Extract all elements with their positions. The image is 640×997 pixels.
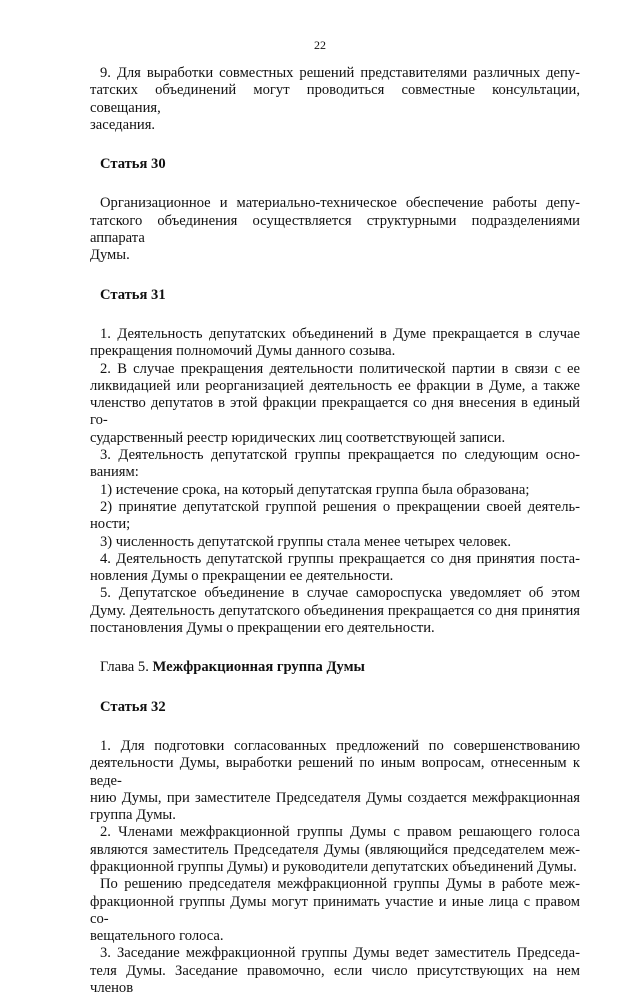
text-line: 5. Депутатское объединение в случае самороспуска уведомляет об этом: [100, 585, 580, 602]
text-line: деятельности Думы, выработки решений по иным вопросам, отнесенным к веде-: [90, 755, 580, 789]
article-30-heading: Статья 30: [100, 156, 166, 173]
chapter-5-heading: [90, 659, 580, 676]
article-32-paragraph-1: [90, 738, 580, 824]
text-line: 1. Для подготовки согласованных предложений по совершенствованию: [100, 737, 580, 754]
text-line: теля Думы. Заседание правомочно, если число присутствующих на нем членов: [90, 962, 580, 997]
text-line: новления Думы о прекращении ее деятельности.: [90, 568, 394, 585]
article-31-heading: Статья 31: [100, 286, 166, 303]
chapter-prefix: Глава 5.: [100, 659, 149, 676]
text-line: татского объединения осуществляется структурными подразделениями аппарата: [90, 212, 580, 247]
text-line: являются заместитель Председателя Думы (являющийся председателем меж-: [90, 841, 580, 858]
page-number: 22: [314, 38, 326, 52]
text-line: 3. Деятельность депутатской группы прекращается по следующим осно-: [100, 447, 580, 464]
text-line: прекращения полномочий Думы данного созыва.: [90, 343, 396, 360]
text-line: постановления Думы о прекращении его деятельности.: [90, 620, 435, 637]
text-line: Думы.: [90, 247, 130, 264]
list-item: 3) численность депутатской группы стала менее четырех человек.: [100, 533, 512, 550]
article-31-paragraph-1: [90, 326, 580, 361]
text-line: членство депутатов в этой фракции прекращается со дня внесения в единый го-: [90, 395, 580, 429]
text-line: фракционной группы Думы) и руководители депутатских объединений Думы.: [90, 858, 577, 875]
article-32-paragraph-2b: [90, 876, 580, 945]
text-line: ности;: [90, 516, 131, 533]
text-line: группа Думы.: [90, 807, 176, 824]
list-item: 2) принятие депутатской группой решения о прекращении своей деятель-: [100, 498, 580, 515]
text-line: По решению председателя межфракционной группы Думы в работе меж-: [100, 876, 580, 893]
text-line: 4. Деятельность депутатской группы прекращается со дня принятия поста-: [100, 550, 580, 567]
article-32-paragraph-3: [90, 945, 580, 997]
chapter-title: Межфракционная группа Думы: [152, 659, 365, 676]
text-line: вещательного голоса.: [90, 928, 224, 945]
text-line: ваниям:: [90, 464, 139, 481]
text-line: Думу. Деятельность депутатского объединения прекращается со дня принятия: [90, 602, 580, 619]
text-line: 1. Деятельность депутатских объединений в Думе прекращается в случае: [100, 325, 580, 342]
text-line: заседания.: [90, 116, 156, 133]
article-31-paragraph-4: [90, 551, 580, 586]
text-line: 9. Для выработки совместных решений представителями различных депу-: [100, 65, 580, 81]
text-line: 2. Членами межфракционной группы Думы с правом решающего голоса: [100, 824, 580, 841]
list-item: 1) истечение срока, на который депутатская группа была образована;: [100, 481, 530, 498]
article-31-paragraph-3: [90, 447, 580, 551]
text-line: Организационное и материально-техническое обеспечение работы депу-: [100, 195, 580, 212]
text-line: татских объединений могут проводиться совместные консультации, совещания,: [90, 82, 580, 116]
paragraph-item-9: [90, 65, 580, 134]
article-32-paragraph-2: [90, 824, 580, 876]
article-31-paragraph-2: [90, 361, 580, 447]
text-line: 3. Заседание межфракционной группы Думы ведет заместитель Председа-: [100, 945, 580, 962]
document-body: [90, 65, 580, 997]
article-32-heading: Статья 32: [100, 698, 166, 715]
article-31-paragraph-5: [90, 585, 580, 637]
text-line: ликвидацией или реорганизацией деятельность ее фракции в Думе, а также: [90, 377, 580, 394]
text-line: нию Думы, при заместителе Председателя Думы создается межфракционная: [90, 789, 580, 806]
text-line: сударственный реестр юридических лиц соответствующей записи.: [90, 429, 506, 446]
text-line: фракционной группы Думы могут принимать участие и иные лица с правом со-: [90, 893, 580, 927]
article-30-paragraph: [90, 195, 580, 264]
text-line: 2. В случае прекращения деятельности политической партии в связи с ее: [100, 360, 580, 377]
